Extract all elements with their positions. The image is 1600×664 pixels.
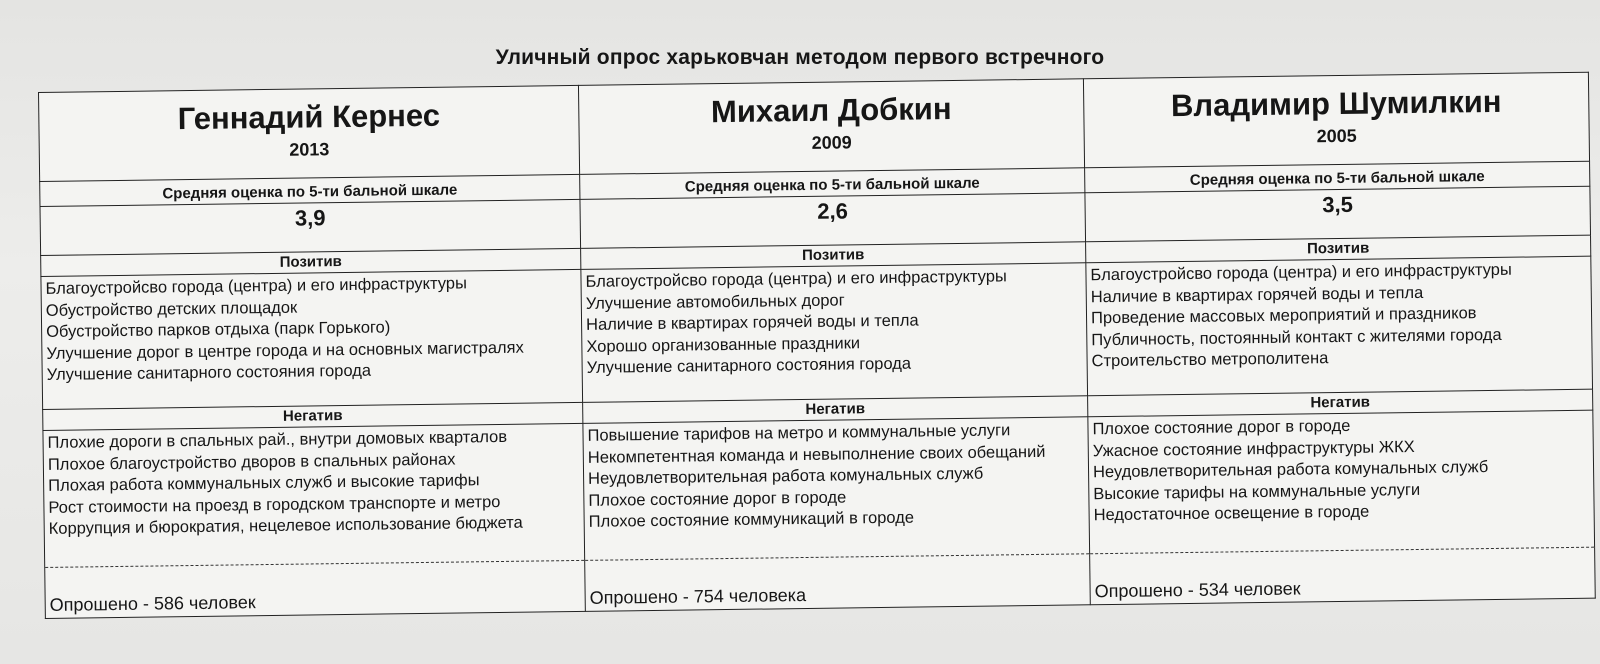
- list-item: Наличие в квартирах горячей воды и тепла: [1090, 283, 1424, 306]
- list-item: Рост стоимости на проезд в городском транспорте и метро: [48, 492, 501, 517]
- list-item: Улучшение санитарного состояния города: [46, 361, 372, 384]
- list-item: Ужасное состояние инфраструктуры ЖКХ: [1092, 437, 1415, 460]
- negative-header: Негатив: [583, 396, 1088, 424]
- positive-row: [41, 256, 1593, 409]
- scale-label: Средняя оценка по 5-ти бальной шкале: [580, 168, 1085, 200]
- average-score: 2,6: [580, 193, 1086, 249]
- list-item: Плохие дороги в спальных рай., внутри домовых кварталов: [47, 427, 508, 452]
- list-item: Плохая работа коммунальных служб и высокие тарифы: [48, 471, 480, 495]
- negative-header: Негатив: [43, 402, 583, 430]
- scale-label: Средняя оценка по 5-ти бальной шкале: [1085, 161, 1590, 193]
- list-item: Публичность, постоянный контакт с жителями города: [1091, 325, 1502, 349]
- positive-list: [1086, 256, 1593, 396]
- candidate-cell-shumilkin: [1083, 72, 1589, 168]
- list-item: Плохое состояние коммуникаций в городе: [588, 508, 915, 531]
- list-item: Хорошо организованные праздники: [586, 333, 861, 356]
- negative-row: [43, 410, 1595, 567]
- positive-list: [581, 263, 1088, 403]
- list-item: Плохое состояние дорог в городе: [1092, 416, 1351, 439]
- list-item: Благоустройсво города (центра) и его инфраструктуры: [45, 274, 467, 298]
- candidate-name: Геннадий Кернес: [177, 97, 441, 137]
- candidate-name: Михаил Добкин: [710, 91, 952, 130]
- list-item: Благоустройсво города (центра) и его инфраструктуры: [585, 267, 1007, 291]
- positive-header: Позитив: [41, 248, 581, 276]
- list-item: Обустройство парков отдыха (парк Горького): [46, 318, 391, 341]
- positive-header: Позитив: [1086, 235, 1591, 263]
- positive-list: [41, 269, 583, 409]
- list-item: Улучшение дорог в центре города и на основных магистралях: [46, 338, 524, 363]
- negative-header: Негатив: [1088, 389, 1593, 417]
- list-item: Коррупция и бюрократия, нецелевое использование бюджета: [48, 513, 523, 538]
- candidate-cell-kernes: [39, 85, 580, 181]
- surveyed-count: Опрошено - 586 человек: [45, 560, 586, 618]
- list-item: Некомпетентная команда и невыполнение своих обещаний: [587, 442, 1046, 467]
- list-item: Наличие в квартирах горячей воды и тепла: [585, 311, 919, 334]
- list-item: Высокие тарифы на коммунальные услуги: [1093, 480, 1421, 503]
- candidate-year: 2005: [1316, 125, 1357, 147]
- candidate-cell-dobkin: [578, 79, 1084, 175]
- survey-table: [38, 72, 1596, 619]
- list-item: Обустройство детских площадок: [45, 298, 298, 320]
- negative-list: [43, 423, 585, 567]
- document-title: Уличный опрос харьковчан методом первого встречного: [495, 46, 1105, 69]
- candidate-year: 2013: [289, 139, 330, 160]
- list-item: Проведение массовых мероприятий и праздников: [1090, 304, 1477, 328]
- list-item: Повышение тарифов на метро и коммунальные услуги: [587, 421, 1011, 445]
- negative-list: [1088, 410, 1595, 554]
- survey-table-wrapper: [38, 72, 1595, 632]
- list-item: Строительство метрополитена: [1091, 349, 1329, 371]
- surveyed-count: Опрошено - 754 человека: [585, 554, 1091, 612]
- candidate-name: Владимир Шумилкин: [1170, 83, 1502, 124]
- positive-header: Позитив: [581, 242, 1086, 270]
- average-score: 3,9: [40, 199, 581, 255]
- list-item: Улучшение автомобильных дорог: [585, 290, 845, 313]
- candidate-year: 2009: [811, 132, 852, 153]
- negative-list: [583, 417, 1090, 561]
- list-item: Неудовлетворительная работа комунальных служб: [587, 464, 984, 488]
- list-item: Неудовлетворительная работа комунальных служб: [1092, 458, 1489, 482]
- scale-label: Средняя оценка по 5-ти бальной шкале: [40, 174, 580, 206]
- list-item: Плохое благоустройство дворов в спальных районах: [47, 450, 456, 474]
- list-item: Благоустройсво города (центра) и его инфраструктуры: [1090, 260, 1512, 285]
- surveyed-count: Опрошено - 534 человек: [1090, 547, 1596, 605]
- list-item: Плохое состояние дорог в городе: [588, 487, 847, 510]
- average-score: 3,5: [1085, 186, 1591, 242]
- list-item: Недостаточное освещение в городе: [1093, 502, 1370, 525]
- list-item: Улучшение санитарного состояния города: [586, 354, 912, 377]
